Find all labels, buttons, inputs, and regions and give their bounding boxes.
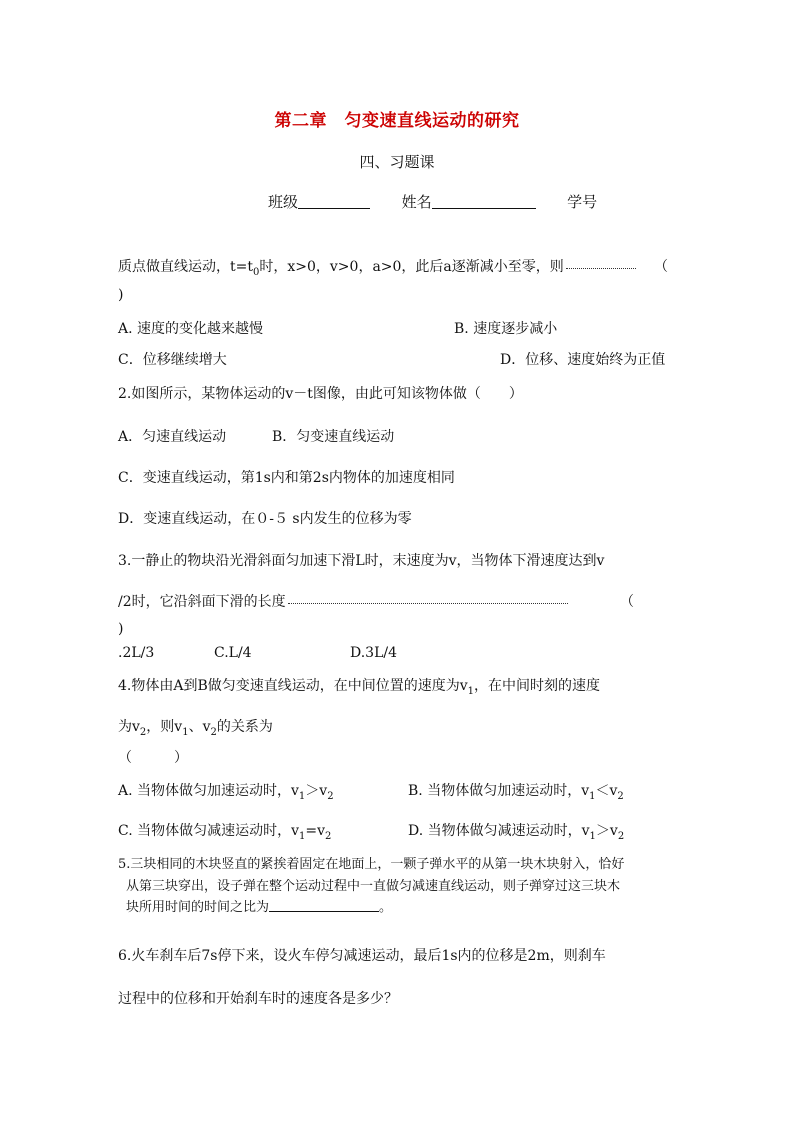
- q2-option-b: B．匀变速直线运动: [272, 429, 395, 445]
- q6-line1: 6.火车刹车后7s停下来，设火车停匀减速运动，最后1s内的位移是2m，则刹车: [118, 948, 606, 964]
- q6-line2: 过程中的位移和开始刹车时的速度各是多少？: [118, 991, 398, 1007]
- q2-stem: 2.如图所示，某物体运动的v－t图像，由此可知该物体做（ ）: [118, 386, 523, 402]
- q4-line2-sub3: 2: [210, 726, 217, 738]
- q2-option-a: A．匀速直线运动: [118, 429, 227, 445]
- q4-opt-a-sub1: 1: [298, 790, 306, 802]
- q1-option-b: B. 速度逐步减小: [454, 321, 558, 337]
- q4-line2-d: 的关系为: [216, 719, 273, 735]
- q4-opt-b-sub1: 1: [589, 790, 596, 802]
- page-subtitle: 四、习题课: [359, 153, 435, 171]
- q3-option-a: .2L/3: [118, 645, 155, 661]
- q4-option-d: [408, 820, 624, 842]
- q1-paren-close: ): [118, 287, 124, 303]
- q4-opt-b-sub2: 2: [617, 790, 624, 802]
- q4-opt-a-text: A. 当物体做匀加速运动时，v: [118, 783, 299, 799]
- name-blank: [432, 193, 536, 209]
- q5-line3-text: 块所用时间的时间之比为: [126, 900, 270, 915]
- q4-opt-c-rel: =v: [305, 823, 326, 839]
- q1-stem-text-a: 质点做直线运动，t=t: [118, 259, 253, 275]
- q2-option-d: D．变速直线运动，在０-５ s内发生的位移为零: [118, 511, 412, 527]
- name-label: 姓名: [401, 193, 432, 211]
- q4-line2-c: 、v: [188, 719, 211, 735]
- q4-line2-b: ，则v: [146, 719, 183, 735]
- q4-option-c: [118, 820, 331, 842]
- q1-option-d: D．位移、速度始终为正值: [500, 352, 666, 368]
- q4-opt-c-sub2: 2: [325, 830, 332, 842]
- q4-opt-a-sub2: 2: [327, 790, 334, 802]
- q1-dotted-leader: [566, 257, 636, 269]
- q4-opt-c-text: C. 当物体做匀减速运动时，v: [118, 823, 300, 839]
- q4-line1-text-b: ，在中间时刻的速度: [474, 678, 601, 694]
- q4-opt-b-rel: ＜v: [595, 783, 618, 799]
- q3-stem-line1: 3.一静止的物块沿光滑斜面匀加速下滑L时，末速度为v，当物体下滑速度达到v: [118, 553, 605, 569]
- q3-option-d: D.3L/4: [350, 645, 398, 661]
- q2-option-c: C．变速直线运动，第1s内和第2s内物体的加速度相同: [118, 470, 455, 486]
- class-label: 班级: [268, 193, 299, 211]
- id-label: 学号: [567, 193, 598, 211]
- q3-stem-line2-text: /2时，它沿斜面下滑的长度: [118, 594, 286, 610]
- q4-line2-sub2: 1: [182, 726, 189, 738]
- q4-opt-d-text: D. 当物体做匀减速运动时，v: [408, 823, 590, 839]
- q5-line3: [126, 896, 392, 915]
- q4-stem-line1: [118, 675, 600, 697]
- class-blank: [298, 193, 370, 209]
- q4-line2-sub1: 2: [139, 726, 147, 738]
- q3-paren-open: （: [620, 594, 634, 610]
- q5-answer-blank: [269, 897, 379, 912]
- q3-dotted-leader: [288, 592, 568, 604]
- q3-stem-line2: [118, 591, 568, 611]
- q5-line2: 从第三块穿出，设子弹在整个运动过程中一直做匀减速直线运动，则子弹穿过这三块木: [126, 879, 621, 894]
- q1-option-a: A. 速度的变化越来越慢: [118, 321, 264, 337]
- q3-option-c: C.L/4: [214, 645, 252, 661]
- q4-opt-d-sub2: 2: [617, 830, 625, 842]
- page-title: 第二章 匀变速直线运动的研究: [274, 111, 520, 131]
- q4-opt-d-rel: ＞v: [595, 823, 618, 839]
- q4-line1-text-a: 4.物体由A到B做匀变速直线运动，在中间位置的速度为v: [118, 678, 468, 694]
- q1-stem-text-b: 时，x>0，v>0，a>0，此后a逐渐减小至零，则: [259, 259, 564, 275]
- q4-opt-b-text: B. 当物体做匀加速运动时，v: [408, 783, 590, 799]
- q1-option-c: C．位移继续增大: [118, 352, 227, 368]
- q4-opt-c-sub1: 1: [299, 830, 306, 842]
- q5-line1: 5.三块相同的木块竖直的紧挨着固定在地面上，一颗子弹水平的从第一块木块射入，恰好: [118, 857, 625, 872]
- q4-line2-a: 为v: [118, 719, 140, 735]
- q1-stem: [118, 256, 636, 278]
- q5-line3-end: 。: [379, 900, 393, 915]
- q1-stem-sub: 0: [252, 266, 260, 278]
- q4-line1-sub: 1: [467, 685, 475, 697]
- q4-option-a: [118, 780, 334, 802]
- q4-option-b: [408, 780, 624, 802]
- q1-paren-open: （: [654, 259, 668, 275]
- q4-opt-a-rel: ＞v: [305, 783, 328, 799]
- q3-paren-close: ): [118, 621, 124, 637]
- q4-opt-d-sub1: 1: [589, 830, 596, 842]
- q4-stem-line2: [118, 716, 273, 738]
- q4-paren: （ ）: [118, 750, 188, 766]
- student-info-line: [268, 191, 597, 212]
